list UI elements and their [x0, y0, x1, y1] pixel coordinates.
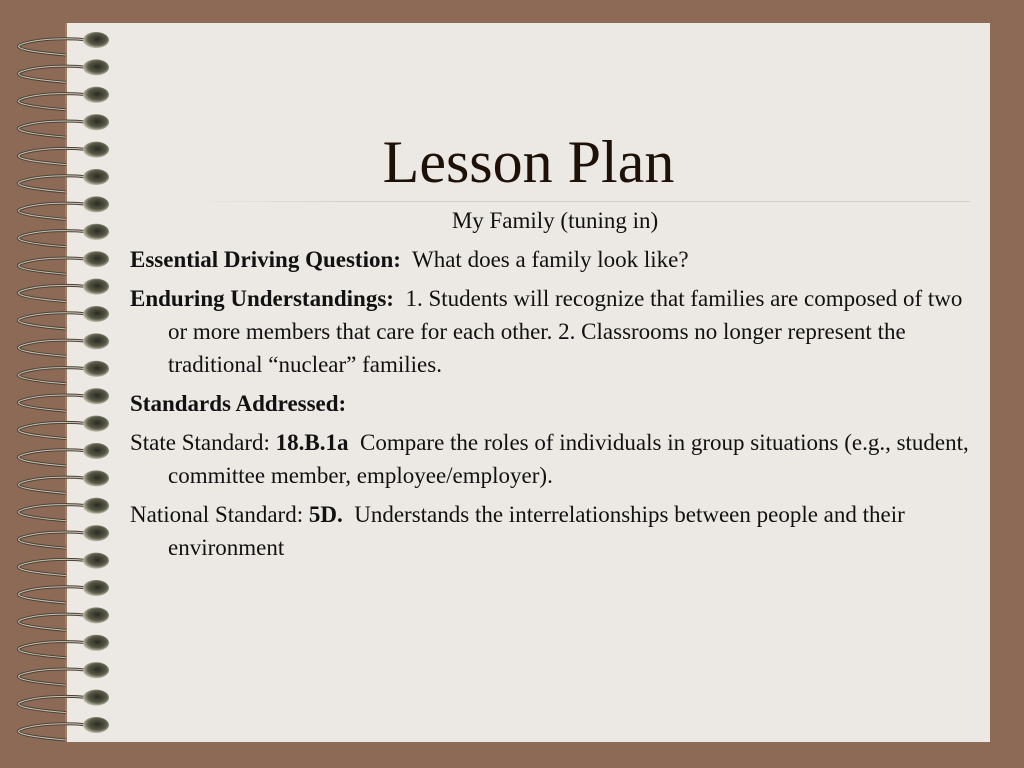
- national-code: 5D.: [308, 502, 343, 527]
- spiral-binding-icon: [0, 0, 130, 768]
- binding-ring: [19, 169, 109, 192]
- binding-ring: [19, 470, 109, 493]
- binding-ring: [19, 498, 109, 521]
- binding-ring: [19, 690, 109, 713]
- question-label: Essential Driving Question:: [130, 247, 401, 272]
- binding-ring: [19, 361, 109, 384]
- standards-label: Standards Addressed:: [130, 391, 347, 416]
- question-text: What does a family look like?: [412, 247, 689, 272]
- binding-ring: [19, 388, 109, 411]
- binding-ring: [19, 32, 109, 55]
- subtitle: My Family (tuning in): [451, 208, 659, 233]
- binding-ring: [19, 553, 109, 576]
- binding-ring: [19, 114, 109, 137]
- binding-ring: [19, 580, 109, 603]
- title-divider: [187, 201, 970, 202]
- binding-ring: [19, 59, 109, 82]
- binding-ring: [19, 87, 109, 110]
- binding-ring: [19, 279, 109, 302]
- slide-body: [130, 204, 980, 570]
- state-text: Compare the roles of individuals in group situations (e.g., student, committee member, employee/employer).: [168, 430, 969, 488]
- binding-ring: [19, 142, 109, 165]
- state-standard: [130, 426, 980, 492]
- binding-ring: [19, 196, 109, 219]
- binding-ring: [19, 443, 109, 466]
- binding-ring: [19, 416, 109, 439]
- national-text: Understands the interrelationships between people and their environment: [168, 502, 905, 560]
- binding-ring: [19, 224, 109, 247]
- binding-ring: [19, 306, 109, 329]
- binding-ring: [19, 607, 109, 630]
- binding-ring: [19, 635, 109, 658]
- understandings-label: Enduring Understandings:: [130, 286, 394, 311]
- enduring-understandings: [130, 282, 980, 381]
- national-prefix: National Standard:: [130, 502, 309, 527]
- state-prefix: State Standard:: [130, 430, 276, 455]
- binding-ring: [19, 525, 109, 548]
- understandings-text: 1. Students will recognize that families are composed of two or more members that care for each other. 2. Classrooms no longer represent the traditional “nuclear” families.: [168, 286, 963, 377]
- binding-ring: [19, 251, 109, 274]
- binding-ring: [19, 717, 109, 740]
- binding-ring: [19, 333, 109, 356]
- binding-ring: [19, 662, 109, 685]
- page-title: Lesson Plan: [382, 129, 675, 195]
- national-standard: [130, 498, 980, 564]
- standards-heading: [130, 387, 980, 420]
- driving-question: [130, 243, 980, 276]
- state-code: 18.B.1a: [275, 430, 349, 455]
